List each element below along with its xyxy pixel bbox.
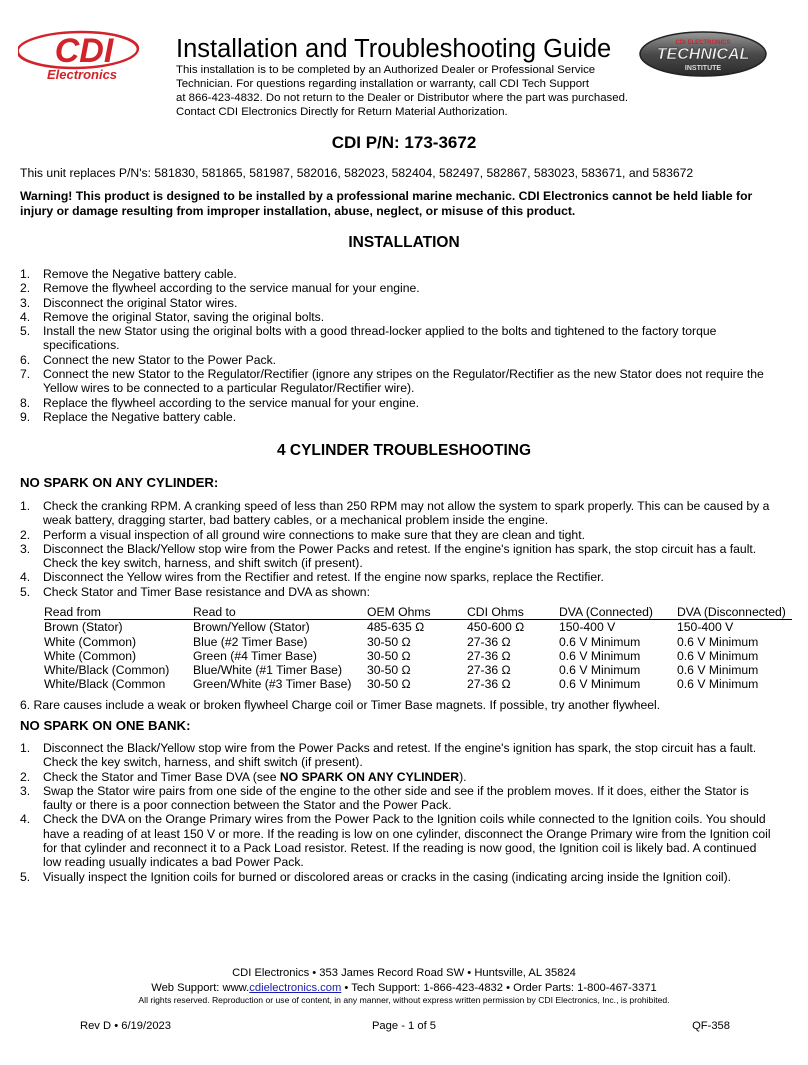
table-cell: 450-600 Ω xyxy=(467,620,525,635)
table-row xyxy=(44,677,792,691)
list-number: 3. xyxy=(20,541,31,556)
table-cell: Green (#4 Timer Base) xyxy=(193,648,317,663)
technical-institute-badge xyxy=(638,30,768,78)
list-text: Visually inspect the Ignition coils for burned or discolored areas or cracks in the casing (indicating arcing inside the Ignition coil). xyxy=(43,869,732,884)
page-title: Installation and Troubleshooting Guide xyxy=(176,35,612,63)
list-text: Check the cranking RPM. A cranking speed of less than 250 RPM may not allow the system to spark properly. This can be caused by a xyxy=(43,499,770,513)
list-text: Connect the new Stator to the Regulator/Rectifier (ignore any stripes on the Regulator/Rectifier as the new Stator does not require the xyxy=(43,367,764,382)
list-item xyxy=(20,570,795,584)
note-rare-causes: 6. Rare causes include a weak or broken flywheel Charge coil or Timer Base magnets. If possible, try another flywheel. xyxy=(20,698,661,712)
list-number: 3. xyxy=(20,295,31,310)
list-text: Disconnect the Yellow wires from the Rectifier and retest. If the engine now sparks, replace the Rectifier. xyxy=(43,570,604,585)
table-cell: 27-36 Ω xyxy=(467,663,511,678)
table-cell: 0.6 V Minimum xyxy=(559,663,641,678)
warning-text xyxy=(20,189,790,219)
list-text: Swap the Stator wire pairs from one side of the engine to the other side and see if the problem moves. If it does, either the Stator is xyxy=(43,783,749,798)
list-text: weak battery, dragging starter, bad battery cables, or a mechanical problem inside the engine. xyxy=(43,513,549,528)
table-cell: Blue/White (#1 Timer Base) xyxy=(193,663,343,678)
cdi-logo xyxy=(18,30,146,82)
no-spark-any-steps xyxy=(20,499,795,599)
table-cell: 0.6 V Minimum xyxy=(677,677,759,692)
table-cell: White/Black (Common) xyxy=(44,663,170,678)
list-number: 6. xyxy=(20,352,31,367)
table-row xyxy=(44,620,792,635)
resistance-table xyxy=(44,605,792,692)
list-number: 2. xyxy=(20,527,31,542)
form-number: QF-358 xyxy=(692,1020,730,1032)
intro-line: Contact CDI Electronics Directly for Return Material Authorization. xyxy=(176,106,508,118)
table-cell: 30-50 Ω xyxy=(367,677,411,692)
table-cell: Blue (#2 Timer Base) xyxy=(193,634,308,649)
list-text: Disconnect the original Stator wires. xyxy=(43,295,238,310)
part-number: CDI P/N: 173-3672 xyxy=(331,133,477,152)
list-item xyxy=(20,310,795,324)
list-item xyxy=(20,396,795,410)
table-cell: Brown (Stator) xyxy=(44,620,123,635)
list-number: 5. xyxy=(20,324,31,339)
support-phones: • Tech Support: 1-866-423-4832 • Order Parts: 1-800-467-3371 xyxy=(341,982,657,994)
list-text: Check the DVA on the Orange Primary wires from the Power Pack to the Ignition coils while connected to the Ignition coils. You should xyxy=(43,812,766,827)
table-row xyxy=(44,663,792,677)
list-item xyxy=(20,741,795,770)
list-number: 4. xyxy=(20,570,31,585)
list-item xyxy=(20,542,795,571)
logo-text: CDI xyxy=(54,32,114,70)
list-text: specifications. xyxy=(43,338,120,353)
list-text: Yellow wires to be connected to a particular Regulator/Rectifier wire). xyxy=(43,381,415,396)
intro-line: This installation is to be completed by an Authorized Dealer or Professional Service xyxy=(176,64,596,76)
list-item xyxy=(20,267,795,281)
intro-line: Technician. For questions regarding installation or warranty, call CDI Tech Support xyxy=(176,78,590,90)
list-item xyxy=(20,870,795,884)
list-text-part: Check the Stator and Timer Base DVA (see xyxy=(43,769,280,784)
list-text: Perform a visual inspection of all ground wire connections to make sure that they are clean and tight. xyxy=(43,527,585,542)
table-header: DVA (Disconnected) xyxy=(677,605,792,620)
list-text xyxy=(43,770,795,784)
list-number: 1. xyxy=(20,741,31,755)
installation-steps xyxy=(20,267,795,424)
list-item xyxy=(20,367,795,396)
table-cell: 0.6 V Minimum xyxy=(677,634,759,649)
table-cell: 485-635 Ω xyxy=(367,620,425,635)
list-number: 4. xyxy=(20,309,31,324)
table-cell: White/Black (Common xyxy=(44,677,166,692)
table-header: CDI Ohms xyxy=(467,605,559,620)
footer-support xyxy=(0,982,808,994)
list-number: 3. xyxy=(20,783,31,798)
list-number: 4. xyxy=(20,812,31,827)
table-header-row xyxy=(44,605,792,620)
list-item xyxy=(20,528,795,542)
list-item xyxy=(20,499,795,528)
logo-subtext: Electronics xyxy=(46,67,118,82)
list-item xyxy=(20,324,795,353)
list-text: Check the key switch, harness, and shift switch (if present). xyxy=(43,755,363,770)
list-item xyxy=(20,585,795,599)
footer-address: CDI Electronics • 353 James Record Road SW • Huntsville, AL 35824 xyxy=(232,967,576,979)
list-text: Remove the flywheel according to the service manual for your engine. xyxy=(43,281,420,296)
revision-date: Rev D • 6/19/2023 xyxy=(80,1020,171,1032)
badge-line2: TECHNICAL xyxy=(656,46,750,63)
warning-line: Warning! This product is designed to be installed by a professional marine mechanic. CDI Electronics cannot be held liable for xyxy=(20,189,753,203)
web-support-label: Web Support: www. xyxy=(151,982,250,994)
bold-reference: NO SPARK ON ANY CYLINDER xyxy=(279,769,460,784)
no-spark-bank-steps xyxy=(20,741,795,884)
installation-heading: INSTALLATION xyxy=(348,234,460,251)
list-text: faulty or there is a poor connection between the Stator and the Power Pack. xyxy=(43,798,452,813)
table-header: Read to xyxy=(193,605,367,620)
table-cell: White (Common) xyxy=(44,634,137,649)
table-cell: 150-400 V xyxy=(677,620,734,635)
list-item xyxy=(20,410,795,424)
list-item xyxy=(20,281,795,295)
list-number: 9. xyxy=(20,409,31,424)
table-cell: 30-50 Ω xyxy=(367,648,411,663)
badge-line3: INSTITUTE xyxy=(684,65,722,72)
table-cell: 30-50 Ω xyxy=(367,663,411,678)
list-text: for that cylinder and reconnect it to a Pack Load resistor. Retest. If the reading is now good, the Ignition coil is likely bad. A continued xyxy=(43,841,757,856)
list-number: 1. xyxy=(20,499,31,513)
list-text: Install the new Stator using the original bolts with a good thread-locker applied to the bolts and tightened to the factory torque xyxy=(43,324,717,339)
replaces-text: This unit replaces P/N's: 581830, 581865, 581987, 582016, 582023, 582404, 582497, 582867, 583023, 583671, and 583672 xyxy=(20,166,694,180)
table-header: DVA (Connected) xyxy=(559,605,677,620)
footer-rights: All rights reserved. Reproduction or use of content, in any manner, without express written permission by CDI Electronics, Inc., is prohibited. xyxy=(138,995,670,1005)
no-spark-any-heading: NO SPARK ON ANY CYLINDER: xyxy=(20,475,219,490)
list-text: Remove the original Stator, saving the original bolts. xyxy=(43,309,325,324)
list-text: Connect the new Stator to the Power Pack. xyxy=(43,352,277,367)
list-text-part: ). xyxy=(459,769,467,784)
list-number: 7. xyxy=(20,367,31,382)
list-item xyxy=(20,784,795,813)
warning-line: injury or damage resulting from improper installation, abuse, neglect, or misuse of this product. xyxy=(20,204,576,218)
table-cell: 0.6 V Minimum xyxy=(559,677,641,692)
table-row xyxy=(44,635,792,649)
list-text: Replace the Negative battery cable. xyxy=(43,409,237,424)
list-text: Disconnect the Black/Yellow stop wire from the Power Packs and retest. If the engine's ignition has spark, the stop circuit has a fault. xyxy=(43,541,757,556)
list-text: Check Stator and Timer Base resistance and DVA as shown: xyxy=(43,584,370,599)
list-number: 2. xyxy=(20,281,31,296)
list-text: have a reading of at least 150 V or more. If the reading is low on one cylinder, disconnect the Orange Primary wire from the Ignition coil xyxy=(43,826,771,841)
list-text: Check the key switch, harness, and shift switch (if present). xyxy=(43,556,363,571)
table-cell: 0.6 V Minimum xyxy=(559,634,641,649)
intro-line: at 866-423-4832. Do not return to the Dealer or Distributor where the part was purchased. xyxy=(176,92,629,104)
table-header: OEM Ohms xyxy=(367,605,467,620)
no-spark-bank-heading: NO SPARK ON ONE BANK: xyxy=(20,718,191,733)
table-cell: 30-50 Ω xyxy=(367,634,411,649)
table-cell: Brown/Yellow (Stator) xyxy=(193,620,310,635)
table-cell: 27-36 Ω xyxy=(467,677,511,692)
list-text: low reading usually indicates a bad Power Pack. xyxy=(43,855,304,870)
list-number: 5. xyxy=(20,584,31,599)
table-cell: 0.6 V Minimum xyxy=(559,648,641,663)
list-number: 2. xyxy=(20,769,31,784)
list-number: 5. xyxy=(20,869,31,884)
list-number: 1. xyxy=(20,267,31,281)
table-cell: 150-400 V xyxy=(559,620,616,635)
table-cell: Green/White (#3 Timer Base) xyxy=(193,677,352,692)
list-item xyxy=(20,812,795,869)
list-item xyxy=(20,770,795,784)
list-text: Replace the flywheel according to the service manual for your engine. xyxy=(43,395,419,410)
table-row xyxy=(44,649,792,663)
website-link[interactable]: cdielectronics.com xyxy=(249,982,342,994)
table-header: Read from xyxy=(44,605,193,620)
table-cell: 0.6 V Minimum xyxy=(677,663,759,678)
troubleshooting-heading: 4 CYLINDER TROUBLESHOOTING xyxy=(276,442,532,459)
page-number: Page - 1 of 5 xyxy=(371,1020,437,1032)
list-item xyxy=(20,353,795,367)
list-text: Disconnect the Black/Yellow stop wire from the Power Packs and retest. If the engine's ignition has spark, the stop circuit has a fault. xyxy=(43,741,757,755)
table-cell: 27-36 Ω xyxy=(467,634,511,649)
table-cell: 27-36 Ω xyxy=(467,648,511,663)
table-cell: White (Common) xyxy=(44,648,137,663)
badge-line1: CDI ELECTRONICS xyxy=(675,40,731,46)
list-number: 8. xyxy=(20,395,31,410)
table-cell: 0.6 V Minimum xyxy=(677,648,759,663)
intro-text xyxy=(176,63,628,119)
list-text: Remove the Negative battery cable. xyxy=(43,267,237,281)
list-item xyxy=(20,296,795,310)
